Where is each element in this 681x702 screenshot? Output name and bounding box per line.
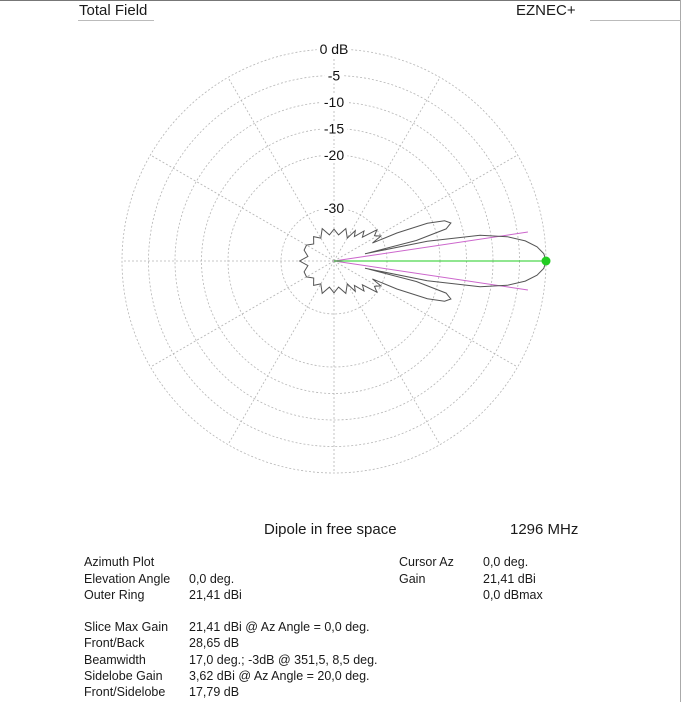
info-label: Outer Ring (84, 588, 145, 602)
info-label: Sidelobe Gain (84, 668, 163, 683)
grid-spoke (334, 261, 440, 445)
info-label: Azimuth Plot (84, 555, 155, 569)
cursor-marker (542, 257, 551, 266)
ring-label: 0 dB (319, 41, 349, 57)
plot-title: Total Field (79, 2, 148, 19)
grid-spoke (334, 77, 440, 261)
ring-label: -5 (327, 67, 341, 84)
program-name: EZNEC+ (516, 2, 576, 19)
info-value: 17,0 deg.; -3dB @ 351,5, 8,5 deg. (189, 652, 378, 667)
info-value: 28,65 dB (189, 636, 240, 651)
info-value: 3,62 dBi @ Az Angle = 20,0 deg. (189, 668, 370, 683)
info-value: 0,0 dBmax (483, 588, 543, 602)
ring-label: -20 (323, 147, 345, 163)
ring-label: -30 (323, 200, 345, 216)
info-label: Front/Back (84, 636, 145, 651)
frequency-label: 1296 MHz (510, 521, 579, 538)
info-value: 21,41 dBi (189, 588, 242, 602)
ring-label: -15 (323, 120, 345, 137)
ring-label: -10 (323, 94, 345, 110)
info-label: Elevation Angle (84, 571, 171, 586)
info-value: 0,0 deg. (483, 555, 529, 569)
pattern-traces (300, 221, 551, 301)
info-value: 21,41 dBi (483, 571, 536, 586)
grid-spoke (228, 77, 334, 261)
grid-spoke (334, 261, 518, 367)
info-label: Cursor Az (399, 555, 454, 569)
info-value: 0,0 deg. (189, 571, 235, 586)
info-label: Gain (399, 571, 426, 586)
info-label: Beamwidth (84, 652, 146, 667)
info-label: Front/Sidelobe (84, 685, 166, 700)
plot-description: Dipole in free space (264, 521, 397, 538)
ring-labels (317, 41, 351, 216)
info-value: 21,41 dBi @ Az Angle = 0,0 deg. (189, 620, 370, 634)
info-value: 17,79 dB (189, 685, 240, 700)
info-label: Slice Max Gain (84, 620, 169, 634)
